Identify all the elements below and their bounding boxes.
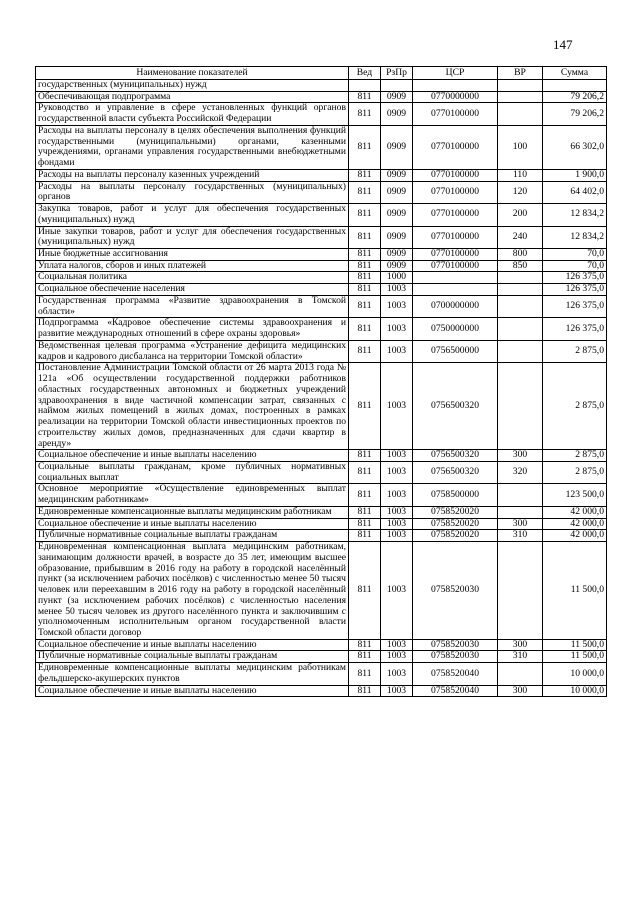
cell-name: Постановление Администрации Томской области от 26 марта 2013 года № 121а «Об осуществлении государственной поддержки работников областных государственных автономных и бюджетных учреждений здравоохранения в виде частичной компенсации затрат, связанных с наймом жилых помещений в жилых домах, построенных в рамках реализации на территории Томской области инвестиционных проектов по строительству жилых домов, предназначенных для сдачи квартир в аренду» xyxy=(36,363,349,450)
cell-sum: 126 375,0 xyxy=(543,295,607,317)
cell-vr: 300 xyxy=(498,450,543,462)
cell-name: Расходы на выплаты персоналу казенных учреждений xyxy=(36,169,349,181)
cell-rzpr xyxy=(381,80,413,92)
cell-sum: 42 000,0 xyxy=(543,518,607,530)
cell-ved: 811 xyxy=(349,651,381,663)
cell-sum: 70,0 xyxy=(543,260,607,272)
cell-sum: 11 500,0 xyxy=(543,542,607,640)
cell-csr: 0758520020 xyxy=(413,530,498,542)
cell-ved: 811 xyxy=(349,484,381,506)
cell-csr: 0758520040 xyxy=(413,663,498,685)
header-ved: Вед xyxy=(349,67,381,80)
header-sum: Сумма xyxy=(543,67,607,80)
cell-name: Основное мероприятие «Осуществление единовременных выплат медицинским работникам» xyxy=(36,484,349,506)
cell-sum: 10 000,0 xyxy=(543,663,607,685)
cell-vr: 120 xyxy=(498,181,543,203)
cell-csr: 0756500320 xyxy=(413,450,498,462)
cell-ved: 811 xyxy=(349,450,381,462)
cell-vr xyxy=(498,340,543,362)
table-row xyxy=(36,226,607,248)
cell-csr xyxy=(413,284,498,296)
cell-name: Социальное обеспечение и иные выплаты населению xyxy=(36,518,349,530)
cell-csr xyxy=(413,80,498,92)
cell-name: Уплата налогов, сборов и иных платежей xyxy=(36,260,349,272)
cell-sum: 126 375,0 xyxy=(543,272,607,284)
cell-csr: 0770100000 xyxy=(413,181,498,203)
cell-name: Подпрограмма «Кадровое обеспечение системы здравоохранения и развитие международных отношений в сфере охраны здоровья» xyxy=(36,318,349,340)
cell-ved: 811 xyxy=(349,318,381,340)
cell-vr: 310 xyxy=(498,651,543,663)
cell-name: Единовременные компенсационные выплаты медицинским работникам фельдшерско-акушерских пунктов xyxy=(36,663,349,685)
cell-csr: 0756500000 xyxy=(413,340,498,362)
table-row xyxy=(36,284,607,296)
cell-ved: 811 xyxy=(349,169,381,181)
cell-sum: 2 875,0 xyxy=(543,450,607,462)
cell-vr xyxy=(498,295,543,317)
cell-name: Расходы на выплаты персоналу государственных (муниципальных) органов xyxy=(36,181,349,203)
table-row xyxy=(36,181,607,203)
cell-name: Социальное обеспечение и иные выплаты населению xyxy=(36,685,349,697)
cell-name: Социальные выплаты гражданам, кроме публичных нормативных социальных выплат xyxy=(36,461,349,483)
cell-csr: 0756500320 xyxy=(413,461,498,483)
table-row xyxy=(36,260,607,272)
cell-name: Расходы на выплаты персоналу в целях обеспечения выполнения функций государственными (муниципальными) органами, казенными учреждениями, органами управления государственными внебюджетными фондами xyxy=(36,125,349,169)
header-vr: ВР xyxy=(498,67,543,80)
cell-sum: 42 000,0 xyxy=(543,530,607,542)
cell-rzpr: 1003 xyxy=(381,284,413,296)
cell-name: Социальное обеспечение населения xyxy=(36,284,349,296)
cell-sum: 126 375,0 xyxy=(543,318,607,340)
cell-sum xyxy=(543,80,607,92)
cell-ved: 811 xyxy=(349,284,381,296)
cell-sum: 126 375,0 xyxy=(543,284,607,296)
cell-ved: 811 xyxy=(349,506,381,518)
cell-csr: 0750000000 xyxy=(413,318,498,340)
cell-name: государственных (муниципальных) нужд xyxy=(36,80,349,92)
table-row xyxy=(36,484,607,506)
cell-vr xyxy=(498,284,543,296)
cell-vr: 100 xyxy=(498,125,543,169)
cell-csr: 0758520030 xyxy=(413,542,498,640)
cell-ved: 811 xyxy=(349,125,381,169)
cell-vr xyxy=(498,484,543,506)
cell-rzpr: 1003 xyxy=(381,651,413,663)
cell-sum: 70,0 xyxy=(543,249,607,261)
cell-rzpr: 1000 xyxy=(381,272,413,284)
header-csr: ЦСР xyxy=(413,67,498,80)
cell-rzpr: 1003 xyxy=(381,685,413,697)
cell-csr: 0770100000 xyxy=(413,204,498,226)
cell-vr: 320 xyxy=(498,461,543,483)
cell-rzpr: 0909 xyxy=(381,169,413,181)
cell-csr: 0758520030 xyxy=(413,639,498,651)
cell-ved: 811 xyxy=(349,363,381,450)
cell-sum: 11 500,0 xyxy=(543,639,607,651)
table-row xyxy=(36,204,607,226)
cell-vr: 300 xyxy=(498,685,543,697)
table-row xyxy=(36,506,607,518)
table-row xyxy=(36,318,607,340)
cell-sum: 2 875,0 xyxy=(543,340,607,362)
cell-rzpr: 1003 xyxy=(381,639,413,651)
table-body xyxy=(36,80,607,697)
cell-name: Обеспечивающая подпрограмма xyxy=(36,91,349,103)
cell-rzpr: 0909 xyxy=(381,103,413,125)
cell-rzpr: 0909 xyxy=(381,260,413,272)
cell-vr xyxy=(498,363,543,450)
table-row xyxy=(36,663,607,685)
budget-table xyxy=(35,66,607,697)
cell-vr xyxy=(498,80,543,92)
table-row xyxy=(36,272,607,284)
table-row xyxy=(36,103,607,125)
table-row xyxy=(36,169,607,181)
cell-vr xyxy=(498,663,543,685)
table-row xyxy=(36,639,607,651)
cell-vr xyxy=(498,542,543,640)
table-row xyxy=(36,125,607,169)
cell-vr: 300 xyxy=(498,518,543,530)
page-number: 147 xyxy=(553,37,573,52)
cell-rzpr: 1003 xyxy=(381,340,413,362)
cell-rzpr: 1003 xyxy=(381,506,413,518)
cell-ved: 811 xyxy=(349,639,381,651)
cell-csr: 0758520020 xyxy=(413,506,498,518)
cell-ved: 811 xyxy=(349,181,381,203)
cell-name: Публичные нормативные социальные выплаты гражданам xyxy=(36,651,349,663)
cell-sum: 2 875,0 xyxy=(543,461,607,483)
header-row xyxy=(36,67,607,80)
cell-vr: 200 xyxy=(498,204,543,226)
table-row xyxy=(36,530,607,542)
cell-ved: 811 xyxy=(349,542,381,640)
table-row xyxy=(36,685,607,697)
cell-csr: 0770100000 xyxy=(413,125,498,169)
cell-csr: 0758520040 xyxy=(413,685,498,697)
cell-csr: 0758520030 xyxy=(413,651,498,663)
cell-name: Закупка товаров, работ и услуг для обеспечения государственных (муниципальных) нужд xyxy=(36,204,349,226)
table-row xyxy=(36,542,607,640)
cell-vr: 310 xyxy=(498,530,543,542)
cell-ved: 811 xyxy=(349,295,381,317)
cell-csr: 0770100000 xyxy=(413,103,498,125)
cell-csr xyxy=(413,272,498,284)
cell-ved: 811 xyxy=(349,663,381,685)
cell-ved: 811 xyxy=(349,103,381,125)
cell-vr: 110 xyxy=(498,169,543,181)
cell-rzpr: 1003 xyxy=(381,518,413,530)
cell-ved: 811 xyxy=(349,249,381,261)
cell-name: Социальное обеспечение и иные выплаты населению xyxy=(36,639,349,651)
cell-rzpr: 1003 xyxy=(381,363,413,450)
cell-rzpr: 1003 xyxy=(381,450,413,462)
table-row xyxy=(36,363,607,450)
cell-sum: 123 500,0 xyxy=(543,484,607,506)
header-rzpr: РзПр xyxy=(381,67,413,80)
table-row xyxy=(36,340,607,362)
cell-csr: 0700000000 xyxy=(413,295,498,317)
cell-vr xyxy=(498,506,543,518)
cell-csr: 0758520020 xyxy=(413,518,498,530)
table-row xyxy=(36,295,607,317)
cell-rzpr: 0909 xyxy=(381,226,413,248)
cell-ved xyxy=(349,80,381,92)
table-row xyxy=(36,80,607,92)
cell-name: Государственная программа «Развитие здравоохранения в Томской области» xyxy=(36,295,349,317)
table-row xyxy=(36,249,607,261)
cell-name: Ведомственная целевая программа «Устранение дефицита медицинских кадров и кадрового дисбаланса на территории Томской области» xyxy=(36,340,349,362)
cell-vr xyxy=(498,91,543,103)
cell-vr: 800 xyxy=(498,249,543,261)
cell-csr: 0770100000 xyxy=(413,249,498,261)
cell-name: Иные бюджетные ассигнования xyxy=(36,249,349,261)
cell-vr xyxy=(498,272,543,284)
cell-sum: 10 000,0 xyxy=(543,685,607,697)
cell-ved: 811 xyxy=(349,272,381,284)
cell-vr xyxy=(498,103,543,125)
cell-sum: 1 900,0 xyxy=(543,169,607,181)
cell-rzpr: 1003 xyxy=(381,663,413,685)
cell-vr: 850 xyxy=(498,260,543,272)
table-row xyxy=(36,91,607,103)
cell-name: Социальная политика xyxy=(36,272,349,284)
cell-name: Единовременные компенсационные выплаты медицинским работникам xyxy=(36,506,349,518)
cell-rzpr: 1003 xyxy=(381,530,413,542)
cell-ved: 811 xyxy=(349,91,381,103)
cell-vr: 300 xyxy=(498,639,543,651)
cell-csr: 0770100000 xyxy=(413,169,498,181)
cell-rzpr: 1003 xyxy=(381,318,413,340)
cell-rzpr: 0909 xyxy=(381,125,413,169)
cell-name: Единовременная компенсационная выплата медицинским работникам, занимающим должности врачей, в возрасте до 35 лет, имеющим высшее образование, прибывшим в 2016 году на работу в городской населённый пункт (за исключением рабочих посёлков) с численностью менее 50 тысяч человек или переехавшим в 2016 году на работу в городской населённый пункт (за исключением рабочих посёлков) с численностью населения менее 50 тысяч человек из другого населённого пункта и заключившим с уполномоченным исполнительным органом государственной власти Томской области договор xyxy=(36,542,349,640)
cell-ved: 811 xyxy=(349,226,381,248)
cell-name: Социальное обеспечение и иные выплаты населению xyxy=(36,450,349,462)
table-row xyxy=(36,651,607,663)
table-row xyxy=(36,518,607,530)
cell-ved: 811 xyxy=(349,530,381,542)
cell-ved: 811 xyxy=(349,260,381,272)
cell-ved: 811 xyxy=(349,685,381,697)
cell-csr: 0758500000 xyxy=(413,484,498,506)
cell-sum: 11 500,0 xyxy=(543,651,607,663)
cell-name: Руководство и управление в сфере установленных функций органов государственной власти субъекта Российской Федерации xyxy=(36,103,349,125)
cell-rzpr: 1003 xyxy=(381,484,413,506)
cell-rzpr: 0909 xyxy=(381,204,413,226)
cell-rzpr: 1003 xyxy=(381,295,413,317)
table-header xyxy=(36,67,607,80)
cell-name: Публичные нормативные социальные выплаты гражданам xyxy=(36,530,349,542)
cell-sum: 12 834,2 xyxy=(543,204,607,226)
cell-csr: 0770100000 xyxy=(413,260,498,272)
cell-csr: 0770100000 xyxy=(413,226,498,248)
cell-sum: 42 000,0 xyxy=(543,506,607,518)
cell-vr: 240 xyxy=(498,226,543,248)
cell-ved: 811 xyxy=(349,518,381,530)
cell-ved: 811 xyxy=(349,340,381,362)
cell-sum: 64 402,0 xyxy=(543,181,607,203)
cell-sum: 79 206,2 xyxy=(543,91,607,103)
table-row xyxy=(36,461,607,483)
cell-vr xyxy=(498,318,543,340)
cell-ved: 811 xyxy=(349,204,381,226)
cell-rzpr: 0909 xyxy=(381,249,413,261)
cell-rzpr: 1003 xyxy=(381,542,413,640)
header-name: Наименование показателей xyxy=(36,67,349,80)
cell-sum: 12 834,2 xyxy=(543,226,607,248)
cell-rzpr: 1003 xyxy=(381,461,413,483)
cell-ved: 811 xyxy=(349,461,381,483)
table-row xyxy=(36,450,607,462)
cell-sum: 66 302,0 xyxy=(543,125,607,169)
cell-name: Иные закупки товаров, работ и услуг для обеспечения государственных (муниципальных) нужд xyxy=(36,226,349,248)
cell-csr: 0756500320 xyxy=(413,363,498,450)
cell-sum: 79 206,2 xyxy=(543,103,607,125)
cell-rzpr: 0909 xyxy=(381,91,413,103)
cell-csr: 0770000000 xyxy=(413,91,498,103)
cell-rzpr: 0909 xyxy=(381,181,413,203)
cell-sum: 2 875,0 xyxy=(543,363,607,450)
